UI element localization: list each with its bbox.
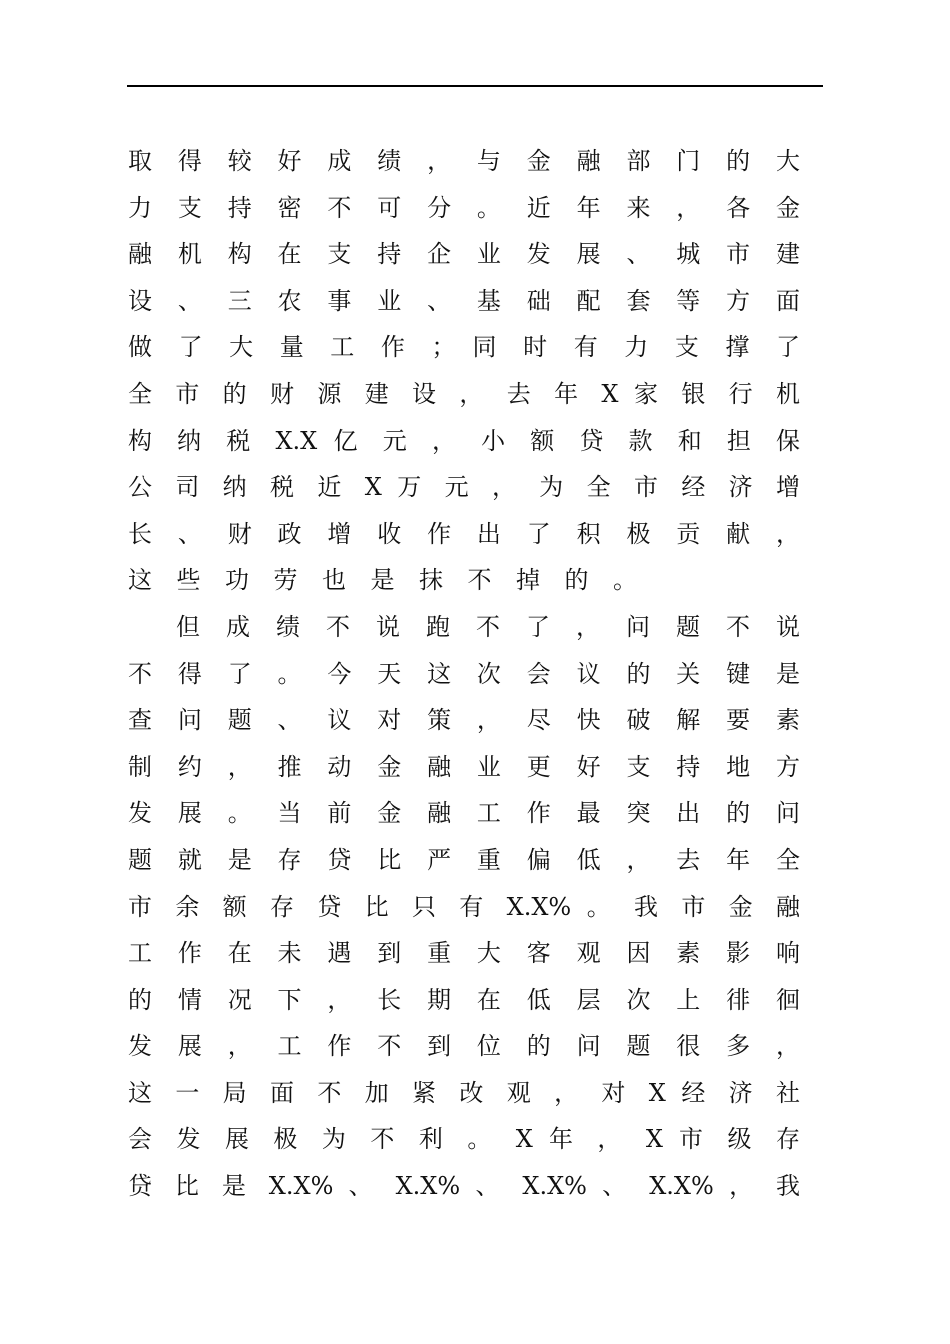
paragraph-start-line: 但 成 绩 不 说 跑 不 了 ， 问 题 不 说: [176, 612, 800, 641]
text-line: 制 约 ， 推 动 金 融 业 更 好 支 持 地 方: [128, 752, 800, 781]
text-line: 做 了 大 量 工 作 ； 同 时 有 力 支 撑 了: [128, 333, 800, 362]
text-line: 设 、 三 农 事 业 、 基 础 配 套 等 方 面: [128, 286, 800, 315]
text-line: 的 情 况 下 ， 长 期 在 低 层 次 上 徘 徊: [128, 985, 800, 1014]
text-line: 力 支 持 密 不 可 分 。 近 年 来 ， 各 金: [128, 193, 800, 222]
text-line: 工 作 在 未 遇 到 重 大 客 观 因 素 影 响: [128, 939, 800, 968]
header-rule: [127, 85, 823, 87]
text-line: 不 得 了 。 今 天 这 次 会 议 的 关 键 是: [128, 659, 800, 688]
body-text: [128, 138, 800, 1210]
text-line: 公 司 纳 税 近 X 万 元 ， 为 全 市 经 济 增: [128, 473, 800, 502]
text-line: 长 、 财 政 增 收 作 出 了 积 极 贡 献 ，: [128, 519, 800, 548]
text-line: 会 发 展 极 为 不 利 。 X 年 ， X 市 级 存: [128, 1125, 800, 1154]
text-line: 题 就 是 存 贷 比 严 重 偏 低 ， 去 年 全: [128, 845, 800, 874]
text-line: 贷 比 是 X.X% 、 X.X% 、 X.X% 、 X.X% ， 我: [128, 1172, 800, 1201]
text-line: 融 机 构 在 支 持 企 业 发 展 、 城 市 建: [128, 240, 800, 269]
text-line: 市 余 额 存 贷 比 只 有 X.X% 。 我 市 金 融: [128, 892, 800, 921]
text-line: 构 纳 税 X.X 亿 元 ， 小 额 贷 款 和 担 保: [128, 426, 800, 455]
paragraph-end-line: 这些功劳也是抹不掉的。: [128, 566, 662, 595]
text-line: 查 问 题 、 议 对 策 ， 尽 快 破 解 要 素: [128, 706, 800, 735]
text-line: 全 市 的 财 源 建 设 ， 去 年 X 家 银 行 机: [128, 379, 800, 408]
text-line: 发 展 ， 工 作 不 到 位 的 问 题 很 多 ，: [128, 1032, 800, 1061]
text-line: 发 展 。 当 前 金 融 工 作 最 突 出 的 问: [128, 799, 800, 828]
text-line: 这 一 局 面 不 加 紧 改 观 ， 对 X 经 济 社: [128, 1078, 800, 1107]
text-line: 取 得 较 好 成 绩 ， 与 金 融 部 门 的 大: [128, 147, 800, 175]
